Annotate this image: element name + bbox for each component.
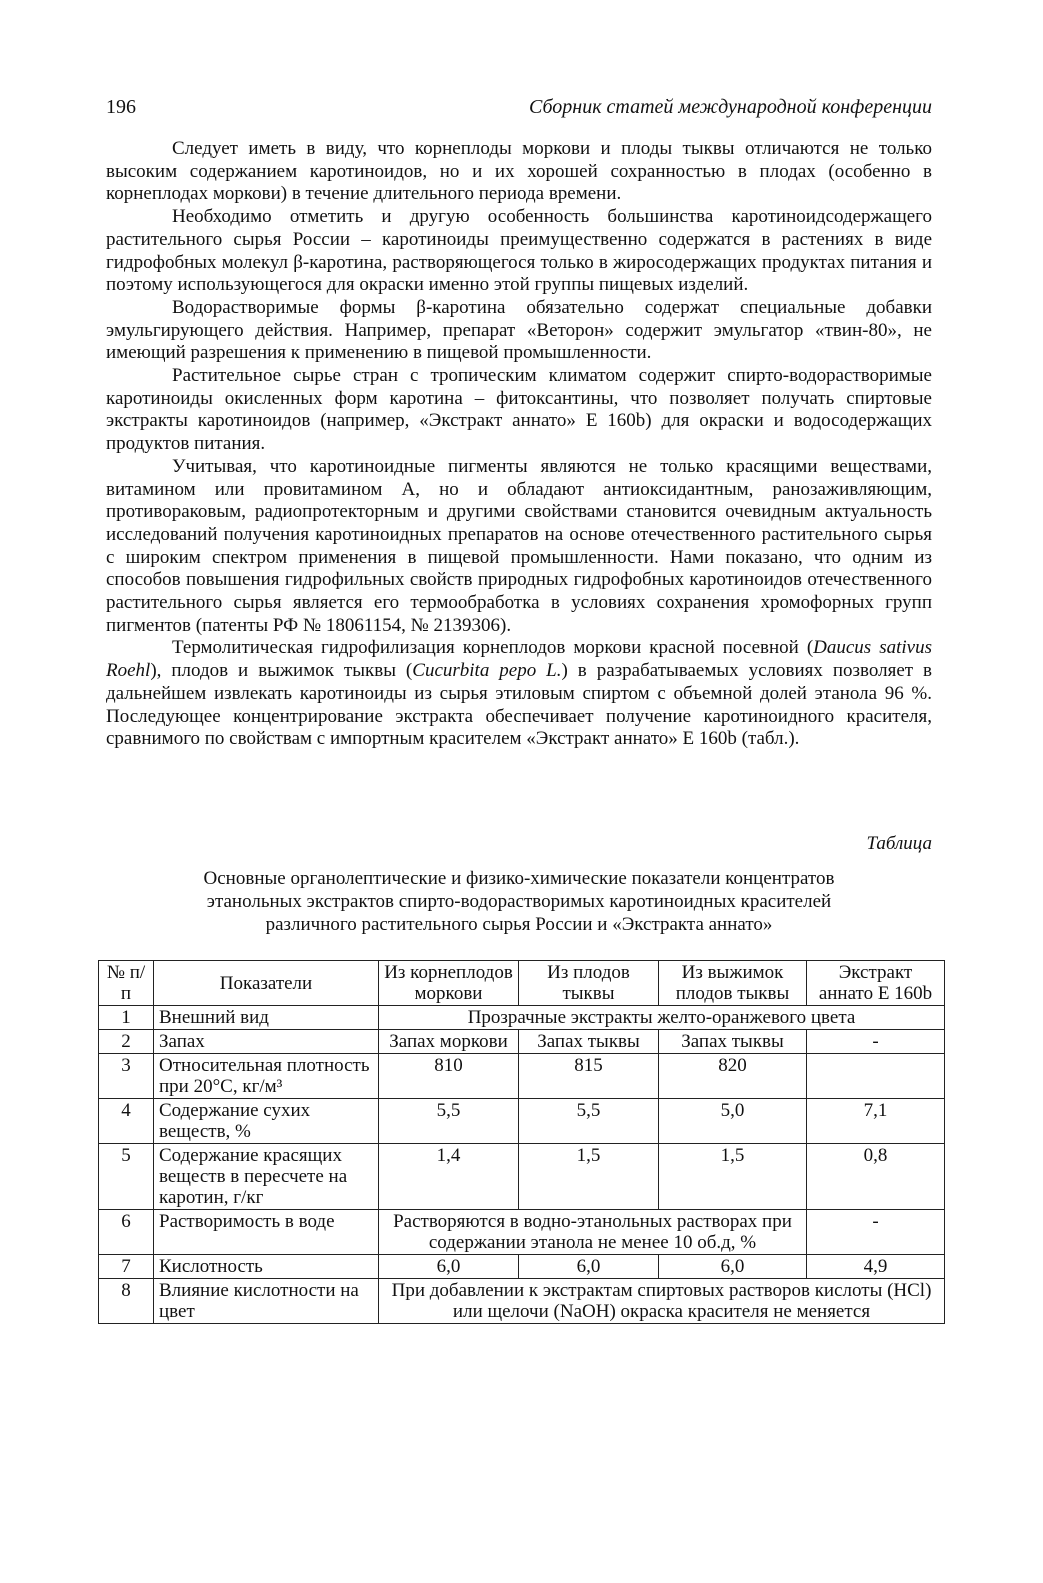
latin-name: Daucus sativus Roehl: [106, 637, 933, 682]
table-row: [99, 1054, 945, 1099]
merged-cell: При добавлении к экстрактам спиртовых растворов кислоты (HCl) или щелочи (NaOH) окраска красителя не меняется: [379, 1279, 945, 1324]
paragraph: Растительное сырье стран с тропическим климатом содержит спирто-водорастворимые каротиноиды окисленных форм каротина – фитоксантины, что позволяет получать спиртовые экстракты каротиноидов (например, «Экстракт аннато» Е 160b) для окраски и водосодержащих продуктов питания.: [106, 365, 932, 455]
row-number: 4: [99, 1099, 154, 1144]
merged-cell: Растворяются в водно-этанольных растворах при содержании этанола не менее 10 об.д, %: [379, 1210, 807, 1255]
row-number: 1: [99, 1006, 154, 1030]
latin-name: Cucurbita pepo L.: [412, 660, 562, 682]
paragraph: Водорастворимые формы β-каротина обязательно содержат специальные добавки эмульгирующего действия. Например, препарат «Веторон» содержит эмульгатор «твин-80», не имеющий разрешения к применению в пищевой промышленности.: [106, 296, 932, 364]
table-row: [99, 1210, 945, 1255]
value-cell: 815: [519, 1054, 659, 1099]
value-cell: 6,0: [379, 1255, 519, 1279]
table-label: Таблица: [866, 833, 932, 854]
value-cell: 1,5: [519, 1144, 659, 1210]
table-row: [99, 1030, 945, 1054]
caption-line: Основные органолептические и физико-химические показатели концентратов: [203, 868, 835, 889]
value-cell: 7,1: [807, 1099, 945, 1144]
value-cell: -: [807, 1210, 945, 1255]
running-title: Сборник статей международной конференции: [529, 96, 932, 118]
indicator-cell: Растворимость в воде: [154, 1210, 379, 1255]
caption-line: этанольных экстрактов спирто-водорастворимых каротиноидных красителей: [206, 891, 832, 912]
value-cell: 1,5: [659, 1144, 807, 1210]
value-cell: Запах моркови: [379, 1030, 519, 1054]
merged-cell: Прозрачные экстракты желто-оранжевого цвета: [379, 1006, 945, 1030]
text-run: ), плодов и выжимок тыквы (: [150, 660, 413, 682]
header-cell: Экстракт аннато Е 160b: [807, 961, 945, 1006]
value-cell: 820: [659, 1054, 807, 1099]
indicator-cell: Содержание сухих веществ, %: [154, 1099, 379, 1144]
data-table: [98, 960, 945, 1324]
value-cell: 0,8: [807, 1144, 945, 1210]
indicator-cell: Содержание красящих веществ в пересчете на каротин, г/кг: [154, 1144, 379, 1210]
row-number: 7: [99, 1255, 154, 1279]
table-row: [99, 1006, 945, 1030]
row-number: 5: [99, 1144, 154, 1210]
table-row: [99, 1279, 945, 1324]
header-cell: Показатели: [154, 961, 379, 1006]
header-cell: Из выжимок плодов тыквы: [659, 961, 807, 1006]
value-cell: Запах тыквы: [519, 1030, 659, 1054]
paragraph: Необходимо отметить и другую особенность большинства каротиноидсодержащего растительного сырья России – каротиноиды преимущественно содержатся в растениях в виде гидрофобных молекул β-каротина, растворяющегося только в жиросодержащих продуктах питания и поэтому использующегося для окраски именно этой группы пищевых изделий.: [106, 206, 932, 296]
table-caption: [106, 867, 932, 936]
value-cell: 6,0: [519, 1255, 659, 1279]
row-number: 6: [99, 1210, 154, 1255]
value-cell: [807, 1054, 945, 1099]
indicator-cell: Влияние кислотности на цвет: [154, 1279, 379, 1324]
table-row: [99, 1099, 945, 1144]
table-row: [99, 1144, 945, 1210]
page-number: 196: [106, 96, 136, 118]
row-number: 3: [99, 1054, 154, 1099]
header-cell: № п/п: [99, 961, 154, 1006]
header-cell: Из корнеплодов моркови: [379, 961, 519, 1006]
header-cell: Из плодов тыквы: [519, 961, 659, 1006]
value-cell: 5,0: [659, 1099, 807, 1144]
row-number: 2: [99, 1030, 154, 1054]
body-text: [106, 138, 932, 751]
indicator-cell: Внешний вид: [154, 1006, 379, 1030]
indicator-cell: Запах: [154, 1030, 379, 1054]
text-run: ) в разрабатываемых условиях позволяет в дальнейшем извлекать каротиноиды из сырья этиловым спиртом с объемной долей этанола 96 %. Последующее концентрирование экстракта обеспечивает получение каротиноидного красителя, сравнимого по свойствам с импортным красителем «Экстракт аннато» Е 160b (табл.).: [106, 660, 933, 750]
page-header: [106, 96, 932, 126]
indicator-cell: Кислотность: [154, 1255, 379, 1279]
value-cell: -: [807, 1030, 945, 1054]
row-number: 8: [99, 1279, 154, 1324]
value-cell: 5,5: [379, 1099, 519, 1144]
value-cell: 1,4: [379, 1144, 519, 1210]
caption-line: различного растительного сырья России и «Экстракта аннато»: [265, 914, 773, 935]
paragraph: [106, 637, 932, 751]
value-cell: 4,9: [807, 1255, 945, 1279]
indicator-cell: Относительная плотность при 20°С, кг/м³: [154, 1054, 379, 1099]
value-cell: 5,5: [519, 1099, 659, 1144]
table-row: [99, 1255, 945, 1279]
value-cell: 810: [379, 1054, 519, 1099]
value-cell: Запах тыквы: [659, 1030, 807, 1054]
table-header-row: [99, 961, 945, 1006]
paragraph: Следует иметь в виду, что корнеплоды моркови и плоды тыквы отличаются не только высоким содержанием каротиноидов, но и их хорошей сохранностью в плодах (особенно в корнеплодах моркови) в течение длительного периода времени.: [106, 138, 932, 205]
paragraph: Учитывая, что каротиноидные пигменты являются не только красящими веществами, витамином или провитамином А, но и обладают антиоксидантным, ранозаживляющим, противораковым, радиопротекторным и другими свойствами становится очевидным актуальность исследований получения каротиноидных препаратов на основе отечественного растительного сырья с широким спектром применения в пищевой промышленности. Нами показано, что одним из способов повышения гидрофильных свойств природных гидрофобных каротиноидов отечественного растительного сырья является его термообработка в условиях сохранения хромофорных групп пигментов (патенты РФ № 18061154, № 2139306).: [106, 455, 932, 636]
value-cell: 6,0: [659, 1255, 807, 1279]
text-run: Термолитическая гидрофилизация корнеплодов моркови красной посевной (: [172, 637, 814, 659]
